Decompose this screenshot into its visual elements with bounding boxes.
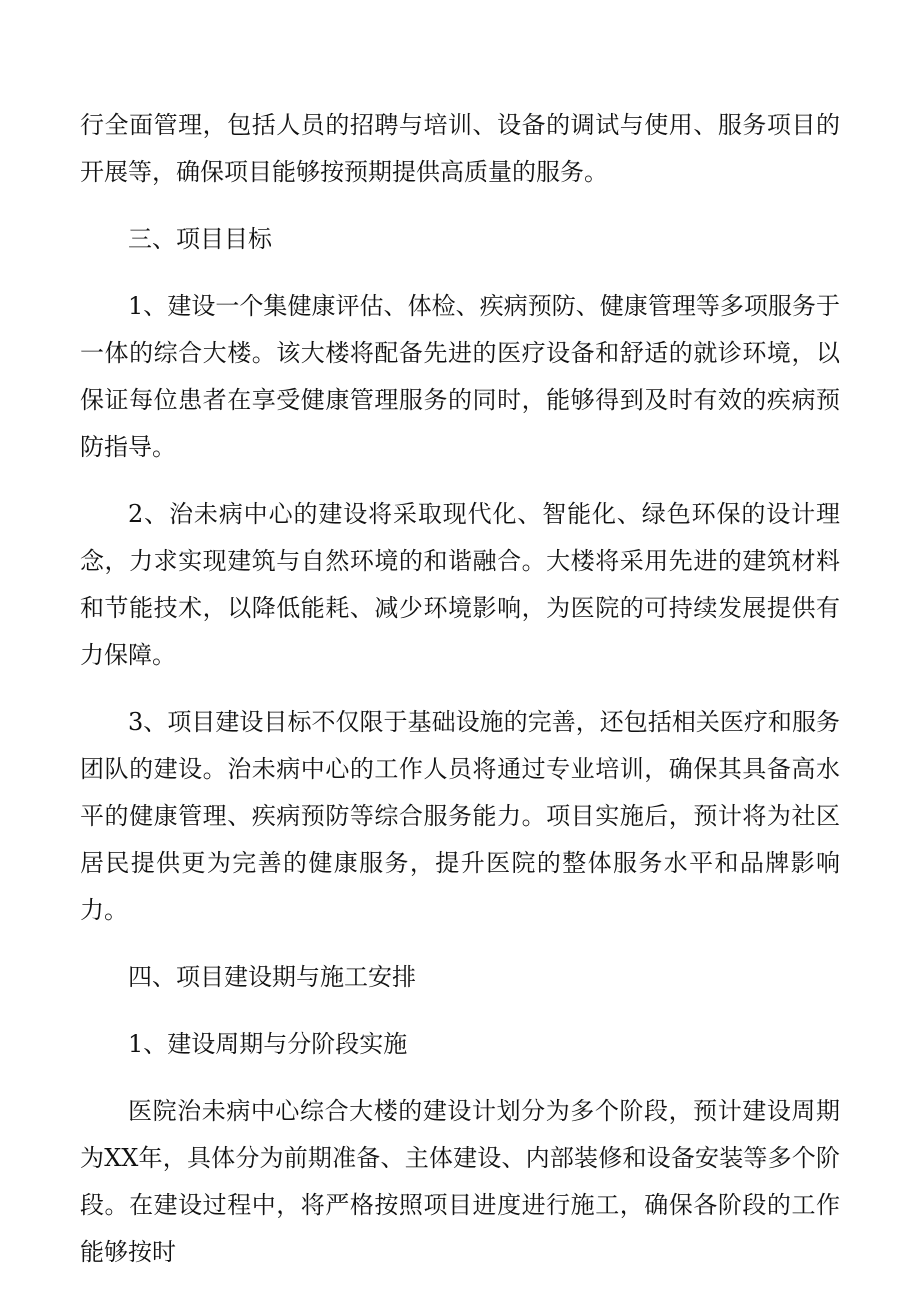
paragraph-schedule: 医院治未病中心综合大楼的建设计划分为多个阶段，预计建设周期为XX年，具体分为前期准备、主体建设、内部装修和设备安装等多个阶段。在建设过程中，将严格按照项目进度进行施工，确保各阶段的工作能够按时 [80, 1097, 840, 1266]
section-heading-construction-schedule: 四、项目建设期与施工安排 [128, 963, 416, 991]
paragraph-continued: 行全面管理，包括人员的招聘与培训、设备的调试与使用、服务项目的开展等，确保项目能够按预期提供高质量的服务。 [80, 111, 840, 186]
paragraph-goal-1: 1、建设一个集健康评估、体检、疾病预防、健康管理等多项服务于一体的综合大楼。该大楼将配备先进的医疗设备和舒适的就诊环境，以保证每位患者在享受健康管理服务的同时，能够得到及时有效的疾病预防指导。 [80, 292, 840, 461]
document-body [80, 102, 840, 1276]
subsection-heading-phases: 1、建设周期与分阶段实施 [128, 1030, 408, 1058]
section-heading-project-goals: 三、项目目标 [128, 225, 272, 253]
paragraph-goal-3: 3、项目建设目标不仅限于基础设施的完善，还包括相关医疗和服务团队的建设。治未病中心的工作人员将通过专业培训，确保其具备高水平的健康管理、疾病预防等综合服务能力。项目实施后，预计将为社区居民提供更为完善的健康服务，提升医院的整体服务水平和品牌影响力。 [80, 708, 840, 924]
paragraph-goal-2: 2、治未病中心的建设将采取现代化、智能化、绿色环保的设计理念，力求实现建筑与自然环境的和谐融合。大楼将采用先进的建筑材料和节能技术，以降低能耗、减少环境影响，为医院的可持续发展提供有力保障。 [80, 500, 840, 669]
